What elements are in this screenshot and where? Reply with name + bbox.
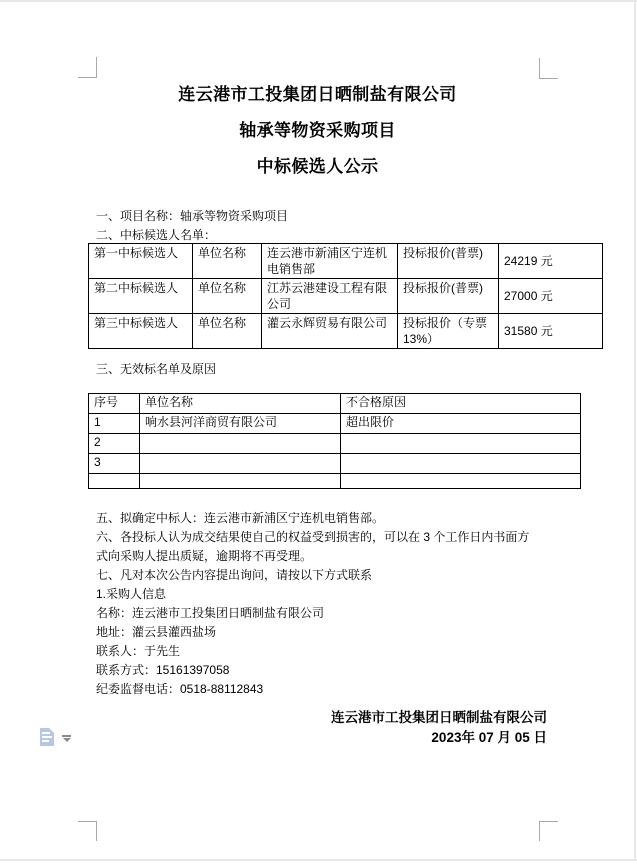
para-objection: 六、各投标人认为成交结果使自己的权益受到损害的，可以在 3 个工作日内书面方式向采购人提出质疑，逾期将不再受理。 xyxy=(96,530,530,563)
para-candidates-heading: 二、中标候选人名单： xyxy=(96,228,217,242)
cell-unit-name: 连云港市新浦区宁连机电销售部 xyxy=(262,244,398,279)
table-row xyxy=(89,244,603,279)
cell-unit-name: 灌云永辉贸易有限公司 xyxy=(262,314,398,349)
cell-serial: 2 xyxy=(89,434,140,454)
table-row xyxy=(89,454,581,474)
table-row xyxy=(89,314,603,349)
cell-unit-label: 单位名称 xyxy=(193,314,262,349)
footer-company: 连云港市工投集团日晒制盐有限公司 xyxy=(331,710,547,725)
cell-price: 24219 元 xyxy=(499,244,603,279)
page-edge-bottom xyxy=(0,859,637,861)
cell-serial: 1 xyxy=(89,414,140,434)
footer-date: 2023年 07 月 05 日 xyxy=(431,730,547,745)
page-edge-right xyxy=(634,0,636,861)
table-row xyxy=(89,434,581,454)
cell-unit-name xyxy=(140,454,341,474)
cell-rank: 第三中标候选人 xyxy=(89,314,193,349)
footer-signature-block xyxy=(96,708,547,748)
cell-price-label: 投标报价(普票) xyxy=(398,279,499,314)
cell-serial xyxy=(89,474,140,489)
chevron-down-icon xyxy=(62,735,71,742)
cell-reason xyxy=(341,434,581,454)
cell-unit-name xyxy=(140,434,341,454)
para-contact-person: 联系人：于先生 xyxy=(96,644,181,658)
para-contact-heading: 七、凡对本次公告内容提出询问，请按以下方式联系 xyxy=(96,568,373,582)
cell-price: 27000 元 xyxy=(499,279,603,314)
cell-serial: 3 xyxy=(89,454,140,474)
para-purchaser-info: 1.采购人信息 xyxy=(96,587,167,601)
para-supervision-phone: 纪委监督电话：0518-88112843 xyxy=(96,682,264,696)
cell-price-label: 投标报价（专票 13%） xyxy=(398,314,499,349)
cell-unit-name: 响水县河洋商贸有限公司 xyxy=(140,414,341,434)
header-unit-name: 单位名称 xyxy=(140,394,341,414)
cell-price: 31580 元 xyxy=(499,314,603,349)
cell-reason xyxy=(341,454,581,474)
para-winner: 五、拟确定中标人：连云港市新浦区宁连机电销售部。 xyxy=(96,511,385,525)
clipboard-line-decoration xyxy=(42,732,50,734)
doc-title-project: 轴承等物资采购项目 xyxy=(239,121,396,140)
para-contact-phone: 联系方式：15161397058 xyxy=(96,663,230,677)
body-paragraphs xyxy=(96,509,539,699)
document-title-block xyxy=(96,86,539,194)
cell-price-label: 投标报价(普票) xyxy=(398,244,499,279)
clipboard-line-decoration xyxy=(42,736,52,738)
para-address: 地址：灌云县灌西盐场 xyxy=(96,625,217,639)
chevron-bar-decoration xyxy=(62,735,71,737)
header-serial: 序号 xyxy=(89,394,140,414)
paste-options-button[interactable] xyxy=(38,726,72,750)
doc-title-announcement: 中标候选人公示 xyxy=(256,157,379,176)
text-boundary-mark-top-right-v xyxy=(539,58,540,79)
cell-unit-name xyxy=(140,474,341,489)
candidates-table xyxy=(88,243,603,349)
text-boundary-mark-bottom-right-h xyxy=(539,821,558,822)
cell-rank: 第二中标候选人 xyxy=(89,279,193,314)
text-boundary-mark-bottom-right-v xyxy=(539,821,540,841)
text-boundary-mark-top-left-v xyxy=(96,57,97,78)
table-row xyxy=(89,279,603,314)
table-header-row xyxy=(89,394,581,414)
cell-rank: 第一中标候选人 xyxy=(89,244,193,279)
para-project-name: 一、项目名称：轴承等物资采购项目 xyxy=(96,209,289,223)
clipboard-icon xyxy=(40,728,54,746)
chevron-triangle-decoration xyxy=(63,738,71,742)
doc-title-company: 连云港市工投集团日晒制盐有限公司 xyxy=(178,85,457,104)
para-invalid-heading: 三、无效标名单及原因 xyxy=(96,362,217,376)
cell-reason: 超出限价 xyxy=(341,414,581,434)
table-row xyxy=(89,474,581,489)
cell-reason xyxy=(341,474,581,489)
cell-unit-label: 单位名称 xyxy=(193,279,262,314)
clipboard-line-decoration xyxy=(42,740,49,742)
invalid-bids-table xyxy=(88,393,581,489)
cell-unit-name: 江苏云港建设工程有限公司 xyxy=(262,279,398,314)
header-reason: 不合格原因 xyxy=(341,394,581,414)
cell-unit-label: 单位名称 xyxy=(193,244,262,279)
text-boundary-mark-bottom-left-v xyxy=(96,821,97,841)
table-row xyxy=(89,414,581,434)
text-boundary-mark-top-right-h xyxy=(539,78,558,79)
para-purchaser-name: 名称：连云港市工投集团日晒制盐有限公司 xyxy=(96,606,325,620)
text-boundary-mark-bottom-left-h xyxy=(78,821,97,822)
text-boundary-mark-top-left-h xyxy=(78,77,97,78)
page-edge-top xyxy=(0,0,637,2)
